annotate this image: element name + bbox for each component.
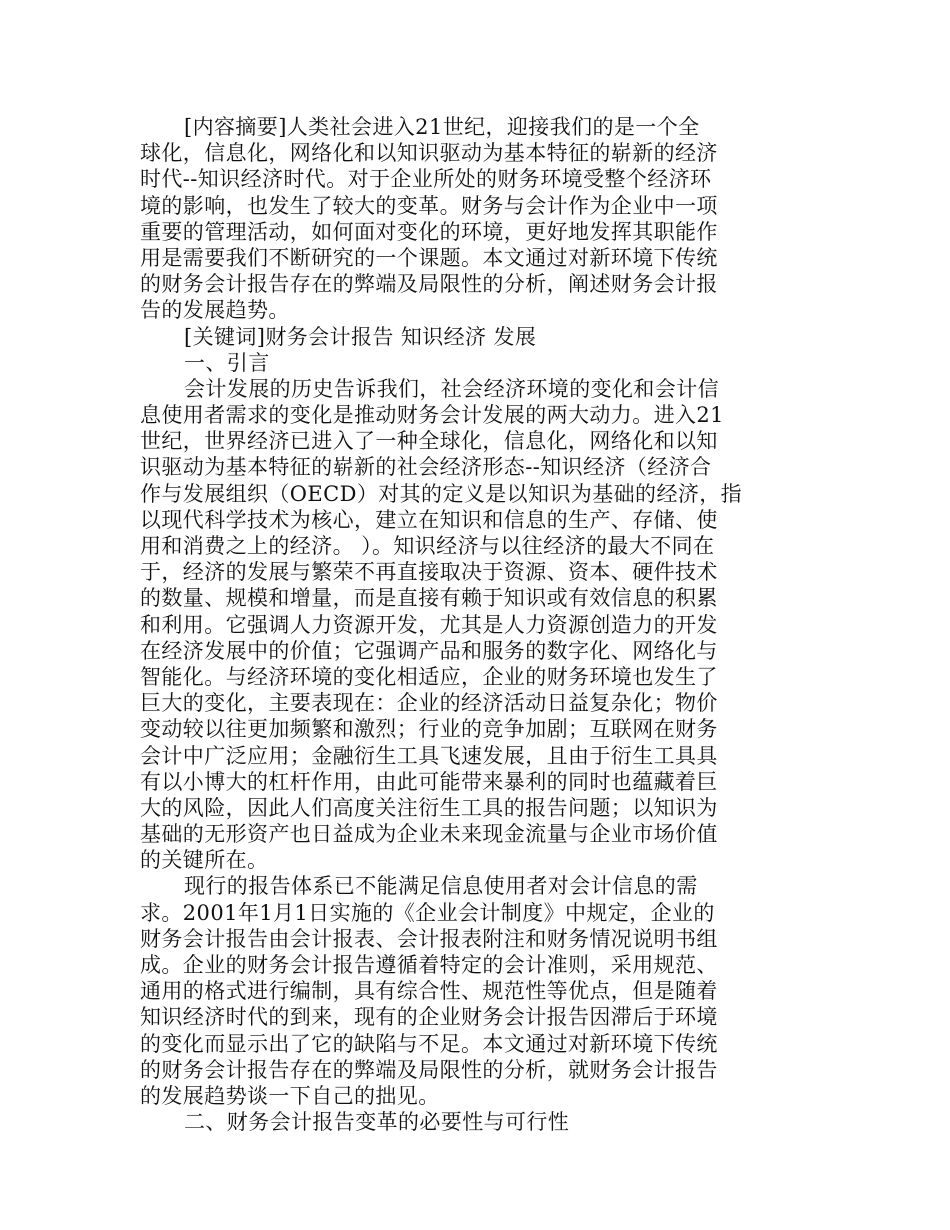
text-line: 告的发展趋势。 xyxy=(140,298,290,323)
text-line: 财务会计报告由会计报表、会计报表附注和财务情况说明书组 xyxy=(140,926,718,951)
text-line: 时代--知识经济时代。对于企业所处的财务环境受整个经济环 xyxy=(140,167,712,192)
text-line: 球化，信息化，网络化和以知识驱动为基本特征的崭新的经济 xyxy=(140,141,718,166)
text-line: 现行的报告体系已不能满足信息使用者对会计信息的需 xyxy=(184,874,698,899)
text-line: 重要的管理活动，如何面对变化的环境，更好地发挥其职能作 xyxy=(140,219,718,244)
text-line: [关键词]财务会计报告 知识经济 发展 xyxy=(184,324,537,349)
document-body xyxy=(140,114,760,1135)
text-line: 的数量、规模和增量，而是直接有赖于知识或有效信息的积累 xyxy=(140,586,718,611)
text-line: 成。企业的财务会计报告遵循着特定的会计准则，采用规范、 xyxy=(140,953,718,977)
text-line: 会计发展的历史告诉我们，社会经济环境的变化和会计信 xyxy=(184,376,719,401)
text-line: 和利用。它强调人力资源开发，尤其是人力资源创造力的开发 xyxy=(140,612,718,637)
text-line: 的发展趋势谈一下自己的拙见。 xyxy=(140,1083,440,1108)
text-line: 巨大的变化，主要表现在：企业的经济活动日益复杂化；物价 xyxy=(140,691,718,716)
text-line: 息使用者需求的变化是推动财务会计发展的两大动力。进入21 xyxy=(140,403,724,428)
text-line: 的财务会计报告存在的弊端及局限性的分析，阐述财务会计报 xyxy=(140,272,718,297)
text-line: 有以小博大的杠杆作用，由此可能带来暴利的同时也蕴藏着巨 xyxy=(140,769,718,794)
text-line: 的变化而显示出了它的缺陷与不足。本文通过对新环境下传统 xyxy=(140,1031,718,1056)
text-line: 用和消费之上的经济。 ）。知识经济与以往经济的最大不同在 xyxy=(140,534,715,558)
text-line: 于，经济的发展与繁荣不再直接取决于资源、资本、硬件技术 xyxy=(140,560,718,585)
text-line: 二、财务会计报告变革的必要性与可行性 xyxy=(184,1110,570,1135)
text-line: 会计中广泛应用；金融衍生工具飞速发展，且由于衍生工具具 xyxy=(140,743,718,768)
text-line: 识驱动为基本特征的崭新的社会经济形态--知识经济（经济合 xyxy=(140,455,712,480)
text-line: 作与发展组织（OECD）对其的定义是以知识为基础的经济，指 xyxy=(140,481,743,506)
text-line: [内容摘要]人类社会进入21世纪，迎接我们的是一个全 xyxy=(184,115,700,139)
text-line: 世纪，世界经济已进入了一种全球化，信息化，网络化和以知 xyxy=(140,429,718,454)
text-line: 以现代科学技术为核心，建立在知识和信息的生产、存储、使 xyxy=(140,507,718,532)
text-line: 大的风险，因此人们高度关注衍生工具的报告问题；以知识为 xyxy=(140,795,718,820)
text-line: 变动较以往更加频繁和激烈；行业的竞争加剧；互联网在财务 xyxy=(140,717,718,742)
text-line: 的关键所在。 xyxy=(140,848,269,873)
text-line: 一、引言 xyxy=(184,350,270,375)
text-line: 用是需要我们不断研究的一个课题。本文通过对新环境下传统 xyxy=(140,245,718,270)
text-line: 通用的格式进行编制，具有综合性、规范性等优点，但是随着 xyxy=(140,979,718,1004)
text-line: 智能化。与经济环境的变化相适应，企业的财务环境也发生了 xyxy=(140,664,718,689)
text-line: 境的影响，也发生了较大的变革。财务与会计作为企业中一项 xyxy=(140,193,718,218)
text-line: 知识经济时代的到来，现有的企业财务会计报告因滞后于环境 xyxy=(140,1005,718,1030)
text-line: 求。2001年1月1日实施的《企业会计制度》中规定，企业的 xyxy=(140,900,715,925)
text-line: 基础的无形资产也日益成为企业未来现金流量与企业市场价值 xyxy=(140,822,718,847)
text-line: 的财务会计报告存在的弊端及局限性的分析，就财务会计报告 xyxy=(140,1057,718,1082)
text-line: 在经济发展中的价值；它强调产品和服务的数字化、网络化与 xyxy=(140,638,718,663)
